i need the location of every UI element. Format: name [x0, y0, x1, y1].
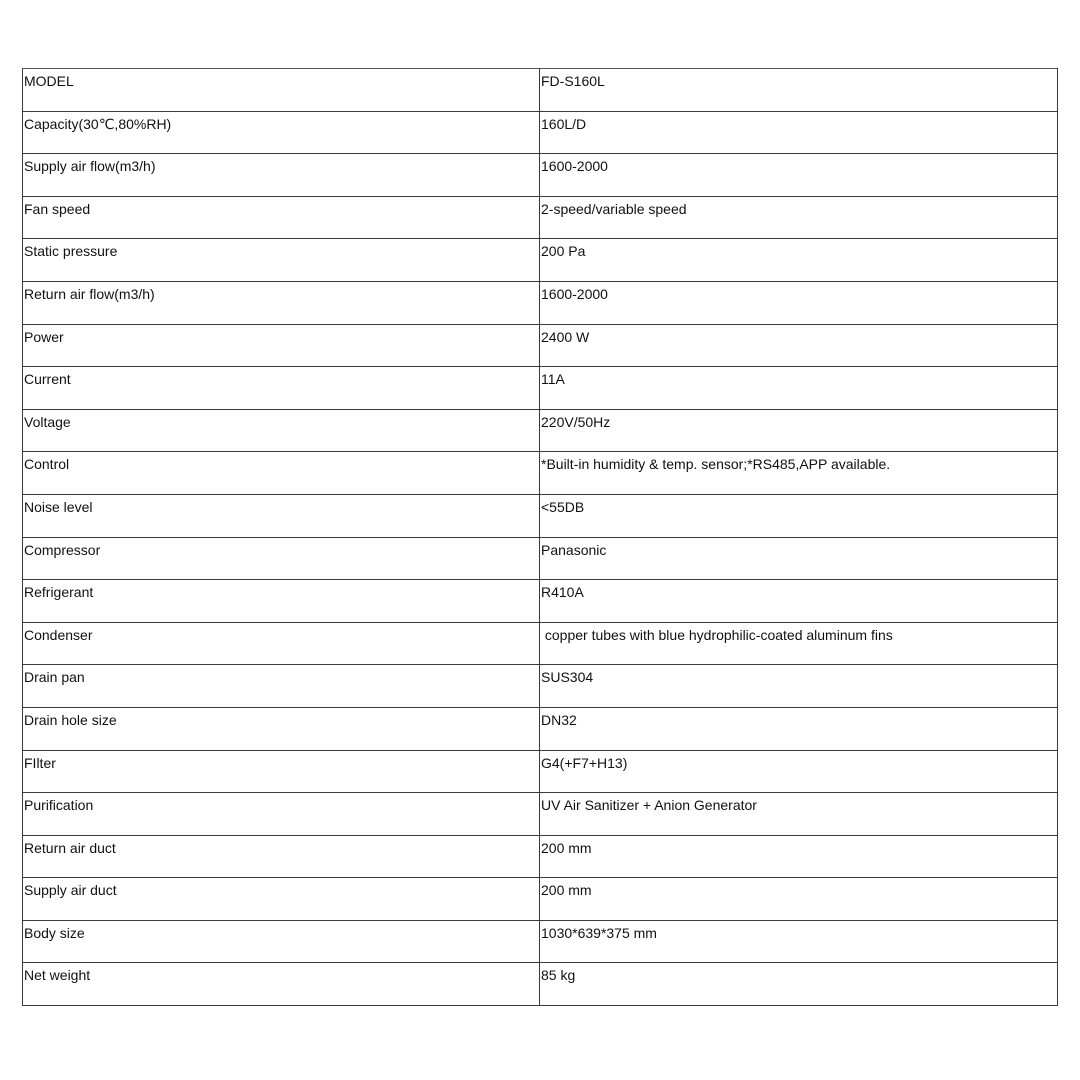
spec-label: Capacity(30℃,80%RH)	[24, 115, 172, 132]
spec-value-cell	[540, 154, 1058, 197]
spec-label-cell	[23, 750, 540, 793]
spec-label: Purification	[24, 797, 94, 814]
spec-label: Body size	[24, 924, 85, 941]
spec-value: copper tubes with blue hydrophilic-coated aluminum fins	[541, 626, 893, 643]
spec-label: Current	[24, 371, 71, 388]
spec-value: 2400 W	[541, 328, 590, 345]
spec-label: Drain pan	[24, 669, 85, 686]
table-row	[23, 239, 1058, 282]
spec-label: Supply air flow(m3/h)	[24, 158, 156, 175]
spec-label: Control	[24, 456, 70, 473]
spec-label: Return air duct	[24, 839, 116, 856]
spec-value: <55DB	[541, 498, 585, 515]
spec-value-cell	[540, 793, 1058, 836]
table-row	[23, 835, 1058, 878]
spec-label: Voltage	[24, 413, 71, 430]
spec-value-cell	[540, 750, 1058, 793]
spec-value: FD-S160L	[541, 73, 605, 89]
spec-value: 160L/D	[541, 115, 587, 132]
table-row	[23, 963, 1058, 1006]
spec-value: 1600-2000	[541, 158, 608, 175]
spec-label-cell	[23, 281, 540, 324]
spec-label-cell	[23, 878, 540, 921]
spec-value-cell	[540, 409, 1058, 452]
spec-value: *Built-in humidity & temp. sensor;*RS485,APP available.	[541, 456, 891, 473]
spec-label-cell	[23, 537, 540, 580]
spec-value: 200 Pa	[541, 243, 586, 260]
table-row	[23, 281, 1058, 324]
spec-label-cell	[23, 154, 540, 197]
spec-label-cell	[23, 707, 540, 750]
table-row	[23, 537, 1058, 580]
spec-label: Condenser	[24, 626, 93, 643]
spec-value-cell	[540, 324, 1058, 367]
spec-label: Supply air duct	[24, 882, 117, 899]
spec-label-cell	[23, 580, 540, 623]
spec-value-cell	[540, 537, 1058, 580]
spec-value: 220V/50Hz	[541, 413, 611, 430]
table-row	[23, 622, 1058, 665]
spec-value-cell	[540, 622, 1058, 665]
spec-value-cell	[540, 665, 1058, 708]
spec-value-cell	[540, 920, 1058, 963]
spec-value-cell	[540, 835, 1058, 878]
spec-label-cell	[23, 69, 540, 112]
spec-value-cell	[540, 239, 1058, 282]
spec-label-cell	[23, 452, 540, 495]
table-row	[23, 494, 1058, 537]
spec-label: Return air flow(m3/h)	[24, 285, 155, 302]
spec-value: 11A	[541, 371, 565, 388]
spec-label-cell	[23, 963, 540, 1006]
spec-label: MODEL	[24, 73, 74, 89]
spec-value-cell	[540, 69, 1058, 112]
spec-value-cell	[540, 580, 1058, 623]
spec-value: R410A	[541, 584, 584, 601]
spec-label-cell	[23, 409, 540, 452]
spec-value: 1030*639*375 mm	[541, 924, 657, 941]
table-row	[23, 367, 1058, 410]
table-row	[23, 707, 1058, 750]
spec-value: SUS304	[541, 669, 594, 686]
spec-label: Drain hole size	[24, 711, 117, 728]
spec-label-cell	[23, 920, 540, 963]
spec-value-cell	[540, 367, 1058, 410]
spec-value-cell	[540, 878, 1058, 921]
spec-value-cell	[540, 707, 1058, 750]
table-row	[23, 452, 1058, 495]
spec-value-cell	[540, 494, 1058, 537]
spec-value: DN32	[541, 711, 577, 728]
spec-label: Refrigerant	[24, 584, 94, 601]
spec-value: Panasonic	[541, 541, 607, 558]
table-row	[23, 793, 1058, 836]
spec-value: G4(+F7+H13)	[541, 754, 628, 771]
spec-value-cell	[540, 452, 1058, 495]
spec-value: 85 kg	[541, 967, 576, 984]
spec-label-cell	[23, 835, 540, 878]
spec-label-cell	[23, 196, 540, 239]
spec-value: 200 mm	[541, 839, 592, 856]
table-row	[23, 69, 1058, 112]
spec-label-cell	[23, 239, 540, 282]
table-row	[23, 409, 1058, 452]
table-row	[23, 665, 1058, 708]
table-row	[23, 324, 1058, 367]
spec-value-cell	[540, 111, 1058, 154]
table-row	[23, 154, 1058, 197]
table-row	[23, 878, 1058, 921]
spec-label: Noise level	[24, 498, 93, 515]
spec-label-cell	[23, 622, 540, 665]
table-row	[23, 750, 1058, 793]
spec-value: 200 mm	[541, 882, 592, 899]
table-row	[23, 580, 1058, 623]
spec-label: Net weight	[24, 967, 91, 984]
spec-value: 1600-2000	[541, 285, 608, 302]
table-row	[23, 196, 1058, 239]
spec-label-cell	[23, 111, 540, 154]
spec-value-cell	[540, 963, 1058, 1006]
spec-table	[22, 68, 1058, 1006]
spec-value-cell	[540, 281, 1058, 324]
spec-label-cell	[23, 367, 540, 410]
spec-value-cell	[540, 196, 1058, 239]
spec-label: FIlter	[24, 754, 56, 771]
table-row	[23, 111, 1058, 154]
spec-table-body	[23, 69, 1058, 1006]
spec-label-cell	[23, 324, 540, 367]
spec-label: Power	[24, 328, 64, 345]
spec-label: Static pressure	[24, 243, 118, 260]
spec-label-cell	[23, 665, 540, 708]
spec-label: Fan speed	[24, 200, 91, 217]
spec-label-cell	[23, 494, 540, 537]
spec-value: UV Air Sanitizer + Anion Generator	[541, 797, 757, 814]
spec-value: 2-speed/variable speed	[541, 200, 687, 217]
table-row	[23, 920, 1058, 963]
spec-label-cell	[23, 793, 540, 836]
spec-label: Compressor	[24, 541, 101, 558]
